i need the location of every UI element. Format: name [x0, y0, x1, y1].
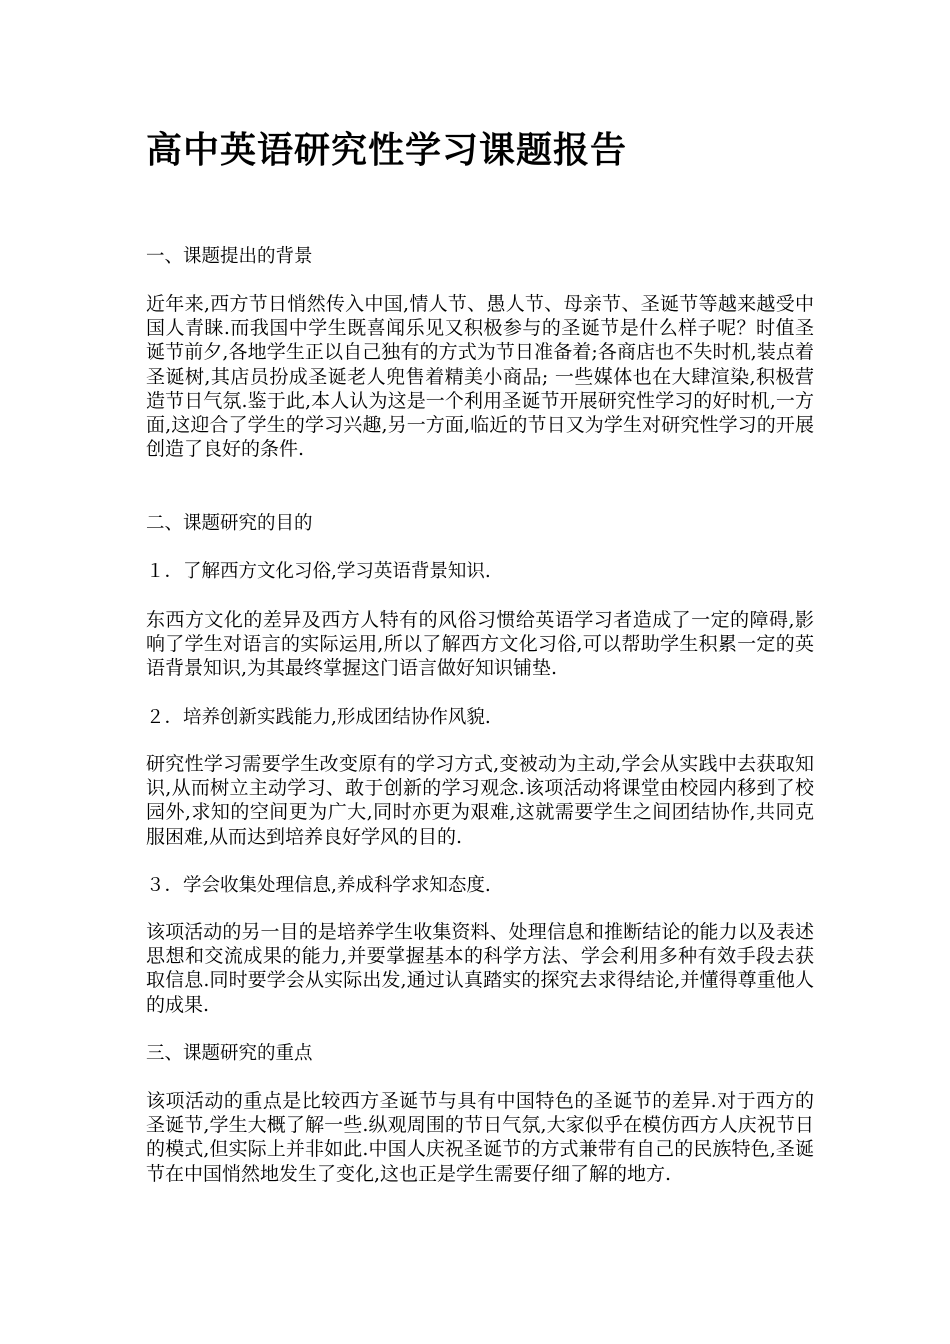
section-heading-focus: 三、课题研究的重点: [146, 1043, 313, 1064]
subheading-purpose-2: ２．培养创新实践能力,形成团结协作风貌.: [146, 707, 491, 728]
document-page: [146, 124, 816, 176]
subheading-purpose-3: ３．学会收集处理信息,养成科学求知态度.: [146, 875, 491, 896]
paragraph-background: 近年来,西方节日悄然传入中国,情人节、愚人节、母亲节、圣诞节等越来越受中国人青睐.而我国中学生既喜闻乐见又积极参与的圣诞节是什么样子呢？时值圣诞节前夕,各地学生正以自己独有的方式为节日准备着;各商店也不失时机,装点着圣诞树,其店员扮成圣诞老人兜售着精美小商品; 一些媒体也在大肆渲染,积极营造节日气氛.鉴于此,本人认为这是一个利用圣诞节开展研究性学习的好时机,一方面,这迎合了学生的学习兴趣,另一方面,临近的节日又为学生对研究性学习的开展创造了良好的条件.: [146, 293, 814, 461]
section-heading-purpose: 二、课题研究的目的: [146, 513, 313, 534]
paragraph-purpose-3: 该项活动的另一目的是培养学生收集资料、处理信息和推断结论的能力以及表述思想和交流成果的能力,并要掌握基本的科学方法、学会利用多种有效手段去获取信息.同时要学会从实际出发,通过认真踏实的探究去求得结论,并懂得尊重他人的成果.: [146, 921, 814, 1016]
paragraph-focus: 该项活动的重点是比较西方圣诞节与具有中国特色的圣诞节的差异.对于西方的圣诞节,学生大概了解一些.纵观周围的节日气氛,大家似乎在模仿西方人庆祝节日的模式,但实际上并非如此.中国人庆祝圣诞节的方式兼带有自己的民族特色,圣诞节在中国悄然地发生了变化,这也正是学生需要仔细了解的地方.: [146, 1090, 814, 1185]
document-title: 高中英语研究性学习课题报告: [146, 129, 628, 171]
section-heading-background: 一、课题提出的背景: [146, 246, 313, 267]
paragraph-purpose-2: 研究性学习需要学生改变原有的学习方式,变被动为主动,学会从实践中去获取知识,从而树立主动学习、敢于创新的学习观念.该项活动将课堂由校园内移到了校园外,求知的空间更为广大,同时亦更为艰难,这就需要学生之间团结协作,共同克服困难,从而达到培养良好学风的目的.: [146, 753, 814, 848]
paragraph-purpose-1: 东西方文化的差异及西方人特有的风俗习惯给英语学习者造成了一定的障碍,影响了学生对语言的实际运用,所以了解西方文化习俗,可以帮助学生积累一定的英语背景知识,为其最终掌握这门语言做好知识铺垫.: [146, 609, 814, 680]
subheading-purpose-1: １．了解西方文化习俗,学习英语背景知识.: [146, 561, 491, 582]
